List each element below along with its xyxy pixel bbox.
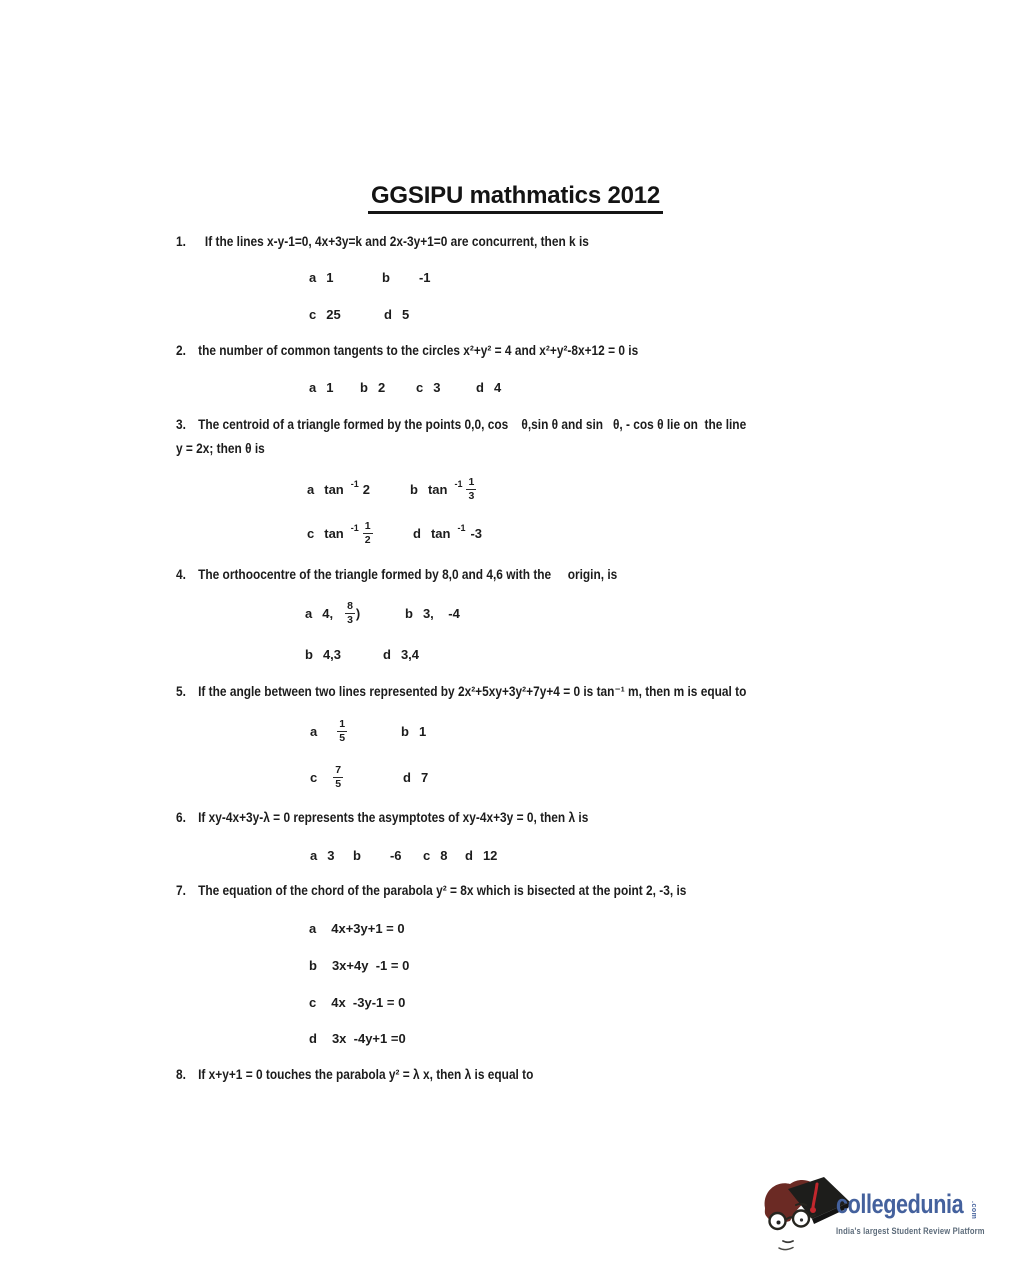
option-1b-value: -1	[418, 269, 431, 285]
question-5-number: 5.	[176, 683, 186, 699]
question-3-options-row-2	[0, 518, 1025, 548]
option-3d	[413, 518, 482, 548]
option-6a-label: a	[310, 847, 318, 863]
question-3-text-line2: y = 2x; then θ is	[176, 440, 265, 456]
option-3b-fraction: $\frac{1}{3}$	[468, 476, 475, 502]
option-3c-label: c	[307, 525, 315, 541]
option-5b-value: 1	[418, 723, 427, 739]
option-3a-fn: tan	[324, 481, 344, 497]
option-5b	[401, 716, 426, 746]
option-6b-label: b	[353, 847, 361, 863]
option-3a	[307, 474, 370, 504]
question-6	[176, 809, 588, 825]
option-4b2-value: 4,3	[322, 646, 342, 662]
brand-tagline: India's largest Student Review Platform	[836, 1226, 985, 1237]
question-5-text: If the angle between two lines represented by 2x²+5xy+3y²+7y+4 = 0 is tan⁻¹ m, then m is equal to	[198, 683, 747, 699]
option-2a	[309, 372, 333, 402]
question-7-option-b-row	[0, 950, 1025, 980]
option-7c	[309, 987, 405, 1017]
option-5c-label: c	[310, 769, 318, 785]
option-2a-label: a	[309, 379, 317, 395]
question-5	[176, 683, 746, 700]
option-4d-label: d	[383, 646, 391, 662]
option-3a-label: a	[307, 481, 315, 497]
question-3-number: 3.	[176, 416, 186, 432]
question-8-text: If x+y+1 = 0 touches the parabola y² = λ x, then λ is equal to	[198, 1066, 534, 1082]
option-6c-label: c	[423, 847, 431, 863]
page-title	[0, 182, 1025, 214]
option-3d-value: -3	[470, 525, 483, 541]
option-2b-value: 2	[377, 379, 386, 395]
option-5b-label: b	[401, 723, 409, 739]
question-3-options-row-1	[0, 474, 1025, 504]
option-1c-value: 25	[326, 306, 341, 322]
question-2-text: the number of common tangents to the circles x²+y² = 4 and x²+y²-8x+12 = 0 is	[198, 342, 639, 358]
option-6b-value: -6	[389, 847, 402, 863]
option-7d-value: 3x -4y+1 =0	[331, 1030, 406, 1046]
question-7-option-d-row	[0, 1023, 1025, 1053]
option-1b-label: b	[382, 269, 390, 285]
option-3d-label: d	[413, 525, 421, 541]
option-1d	[384, 299, 409, 329]
option-5c-fraction: $\frac{7}{5}$	[335, 764, 342, 790]
question-5-options-row-2	[0, 762, 1025, 792]
option-3c	[307, 518, 373, 548]
option-4d-value: 3,4	[400, 646, 420, 662]
question-5-options-row-1	[0, 716, 1025, 746]
option-4a-label: a	[305, 605, 313, 621]
option-3c-sup: -1	[350, 523, 359, 533]
option-1d-label: d	[384, 306, 392, 322]
option-5d	[403, 762, 428, 792]
option-4b2-label: b	[305, 646, 313, 662]
option-6a	[310, 840, 334, 870]
question-7-option-c-row	[0, 987, 1025, 1017]
option-2c	[416, 372, 440, 402]
question-2-number: 2.	[176, 342, 186, 358]
option-6c-value: 8	[440, 847, 448, 863]
option-6d	[465, 840, 497, 870]
option-2d-value: 4	[493, 379, 502, 395]
option-4b-value: 3, -4	[422, 605, 460, 621]
option-4b2	[305, 639, 341, 669]
option-4a-value: 4,	[322, 605, 334, 621]
brand-text: collegedunia	[836, 1189, 964, 1219]
option-3a-value: 2	[362, 481, 370, 497]
option-1c	[309, 299, 341, 329]
option-1d-value: 5	[401, 306, 410, 322]
question-4-options-row-1	[0, 598, 1025, 628]
option-3c-fn: tan	[324, 525, 344, 541]
question-1-text: If the lines x-y-1=0, 4x+3y=k and 2x-3y+1=0 are concurrent, then k is	[204, 233, 589, 249]
option-6d-label: d	[465, 847, 473, 863]
question-6-number: 6.	[176, 809, 186, 825]
option-2d	[476, 372, 501, 402]
option-6d-value: 12	[482, 847, 498, 863]
option-5d-value: 7	[420, 769, 429, 785]
option-5d-label: d	[403, 769, 411, 785]
option-1a-value: 1	[326, 269, 334, 285]
option-6c	[423, 840, 447, 870]
question-2	[176, 342, 638, 358]
option-5a-label: a	[310, 723, 318, 739]
question-2-options-row	[0, 372, 1025, 402]
option-1b	[382, 262, 431, 292]
option-6a-value: 3	[327, 847, 335, 863]
option-4a-fraction: $\frac{8}{3}$	[347, 600, 353, 626]
question-4-options-row-2	[0, 639, 1025, 669]
option-7a-label: a	[309, 920, 317, 936]
question-7-number: 7.	[176, 882, 186, 898]
question-3-line2	[176, 440, 265, 456]
option-2c-label: c	[416, 379, 424, 395]
option-7d	[309, 1023, 406, 1053]
option-3b-label: b	[410, 481, 418, 497]
question-1-number: 1.	[176, 233, 186, 249]
option-4d	[383, 639, 419, 669]
page-title-text: GGSIPU mathmatics 2012	[368, 182, 663, 214]
question-3	[176, 416, 746, 432]
question-6-options-row	[0, 840, 1025, 870]
option-2a-value: 1	[326, 379, 334, 395]
option-5a	[310, 716, 347, 746]
option-4b	[405, 598, 460, 628]
option-1c-label: c	[309, 306, 317, 322]
question-8	[176, 1066, 533, 1082]
option-6b	[353, 840, 402, 870]
option-5a-fraction: $\frac{1}{5}$	[339, 718, 346, 744]
option-1a-label: a	[309, 269, 317, 285]
option-2d-label: d	[476, 379, 484, 395]
option-3a-sup: -1	[350, 479, 359, 489]
option-7b-label: b	[309, 957, 317, 973]
question-4-number: 4.	[176, 566, 186, 582]
option-4a	[305, 598, 360, 628]
option-2b	[360, 372, 385, 402]
option-7d-label: d	[309, 1030, 317, 1046]
option-3b	[410, 474, 476, 504]
question-4	[176, 566, 617, 582]
option-7b	[309, 950, 409, 980]
option-7b-value: 3x+4y -1 = 0	[331, 957, 410, 973]
option-7c-label: c	[309, 994, 317, 1010]
option-3b-fn: tan	[427, 481, 448, 497]
question-1	[176, 233, 589, 249]
question-4-text: The orthoocentre of the triangle formed by 8,0 and 4,6 with the origin, is	[198, 566, 618, 582]
question-6-text: If xy-4x+3y-λ = 0 represents the asymptotes of xy-4x+3y = 0, then λ is	[198, 809, 589, 825]
question-1-options-row-1	[0, 262, 1025, 292]
option-7a	[309, 913, 405, 943]
option-7c-value: 4x -3y-1 = 0	[331, 994, 406, 1010]
option-7a-value: 4x+3y+1 = 0	[331, 920, 405, 936]
option-2c-value: 3	[433, 379, 441, 395]
question-7-text: The equation of the chord of the parabola y² = 8x which is bisected at the point 2, -3, is	[198, 882, 687, 898]
option-3c-fraction: $\frac{1}{2}$	[364, 520, 371, 546]
question-7	[176, 882, 686, 898]
option-3d-sup: -1	[457, 523, 466, 533]
question-1-options-row-2	[0, 299, 1025, 329]
question-3-text-line1: The centroid of a triangle formed by the points 0,0, cos θ,sin θ and sin θ, - cos θ lie on the line	[198, 416, 747, 432]
option-5c	[310, 762, 343, 792]
question-8-number: 8.	[176, 1066, 186, 1082]
option-2b-label: b	[360, 379, 368, 395]
option-4b-label: b	[405, 605, 413, 621]
option-4a-paren: )	[355, 605, 361, 621]
brand-tld: .com	[970, 1201, 977, 1220]
option-3b-sup: -1	[454, 479, 463, 489]
question-7-option-a-row	[0, 913, 1025, 943]
option-1a	[309, 262, 333, 292]
collegedunia-logo	[762, 1174, 1012, 1260]
option-3d-fn: tan	[430, 525, 451, 541]
